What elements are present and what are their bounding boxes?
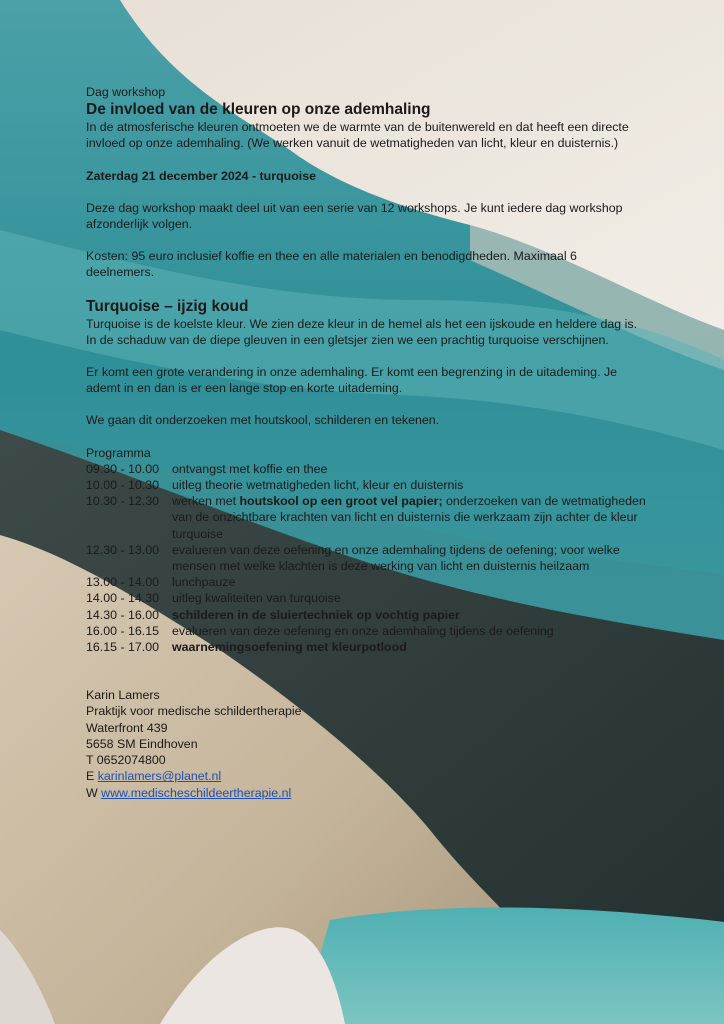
program-desc: uitleg theorie wetmatigheden licht, kleur en duisternis xyxy=(172,478,464,493)
program-desc-bold: houtskool op een groot vel papier; xyxy=(239,494,443,509)
program-desc: evalueren van deze oefening en onze ademhaling tijdens de oefening xyxy=(172,623,554,638)
contact-email-line xyxy=(86,768,646,784)
program-desc: lunchpauze xyxy=(172,575,236,590)
program-desc: schilderen in de sluiertechniek op vochtig papier xyxy=(172,607,460,622)
program-desc xyxy=(172,493,646,542)
program-row xyxy=(86,590,646,606)
program-time: 16.00 - 16.15 xyxy=(86,623,160,638)
workshop-title: De invloed van de kleuren op onze ademhaling xyxy=(86,101,431,119)
contact-name: Karin Lamers xyxy=(86,688,160,703)
program-desc: uitleg kwaliteiten van turquoise xyxy=(172,591,341,606)
program-row xyxy=(86,574,646,590)
program-desc: ontvangst met koffie en thee xyxy=(172,461,328,476)
contact-city: 5658 SM Eindhoven xyxy=(86,736,198,751)
program-heading: Programma xyxy=(86,445,151,460)
email-prefix: E xyxy=(86,769,98,784)
program-row xyxy=(86,461,646,477)
program-list xyxy=(86,461,646,655)
series-text: Deze dag workshop maakt deel uit van een serie van 12 workshops. Je kunt iedere dag workshop afzonderlijk volgen. xyxy=(86,200,623,232)
turquoise-paragraph-3: We gaan dit onderzoeken met houtskool, schilderen en tekenen. xyxy=(86,413,440,428)
workshop-flyer xyxy=(86,84,646,801)
turquoise-paragraph-1: Turquoise is de koelste kleur. We zien deze kleur in de hemel als het een ijskoude en heldere dag is. In de schaduw van de diepe gleuven in een gletsjer zien we een prachtig turquoise verschijnen. xyxy=(86,316,638,347)
program-time: 13.00 - 14.00 xyxy=(86,575,160,590)
program-desc-post: onderzoeken van de wetmatigheden van de onzichtbare krachten van licht en duisternis die werkzaam zijn achter de kleur turquoise xyxy=(172,494,646,541)
program-desc-pre: werken met xyxy=(172,494,240,509)
contact-block xyxy=(86,687,646,800)
program-row xyxy=(86,639,646,655)
contact-phone: T 0652074800 xyxy=(86,753,166,768)
program-row xyxy=(86,477,646,493)
program-desc: waarnemingsoefening met kleurpotlood xyxy=(172,640,407,655)
program-time: 10.30 - 12.30 xyxy=(86,494,160,509)
program-row xyxy=(86,623,646,639)
program-row xyxy=(86,493,646,542)
workshop-kicker: Dag workshop xyxy=(86,85,166,99)
costs-text: Kosten: 95 euro inclusief koffie en thee en alle materialen en benodigdheden. Maximaal 6 deelnemers. xyxy=(86,249,577,280)
program-time: 14.00 - 14.30 xyxy=(86,591,160,606)
email-link[interactable]: karinlamers@planet.nl xyxy=(97,769,222,784)
turquoise-heading: Turquoise – ijzig koud xyxy=(86,297,249,315)
program-time: 16.15 - 17.00 xyxy=(86,640,160,655)
workshop-date: Zaterdag 21 december 2024 - turquoise xyxy=(86,168,317,183)
program-time: 10.00 - 10.30 xyxy=(86,478,160,493)
website-link[interactable]: www.medischeschildeertherapie.nl xyxy=(101,785,292,800)
contact-street: Waterfront 439 xyxy=(86,720,168,735)
workshop-description: In de atmosferische kleuren ontmoeten we de warmte van de buitenwereld en dat heeft een directe invloed op onze ademhaling. (We werken vanuit de wetmatigheden van licht, kleur en duisternis.) xyxy=(86,120,629,151)
program-time: 14.30 - 16.00 xyxy=(86,607,160,622)
web-prefix: W xyxy=(86,785,102,800)
program-time: 12.30 - 13.00 xyxy=(86,542,160,557)
program-desc: evalueren van deze oefening en onze ademhaling tijdens de oefening; voor welke mensen met welke klachten is deze werking van licht en duisternis heilzaam xyxy=(172,542,620,574)
program-row xyxy=(86,607,646,623)
program-time: 09.30 - 10.00 xyxy=(86,461,160,476)
turquoise-paragraph-2: Er komt een grote verandering in onze ademhaling. Er komt een begrenzing in de uitademing. Je ademt in en dan is er een lange stop en korte uitademing. xyxy=(86,365,618,396)
program-row xyxy=(86,542,646,574)
contact-web-line xyxy=(86,785,646,801)
contact-practice: Praktijk voor medische schildertherapie xyxy=(86,704,302,719)
